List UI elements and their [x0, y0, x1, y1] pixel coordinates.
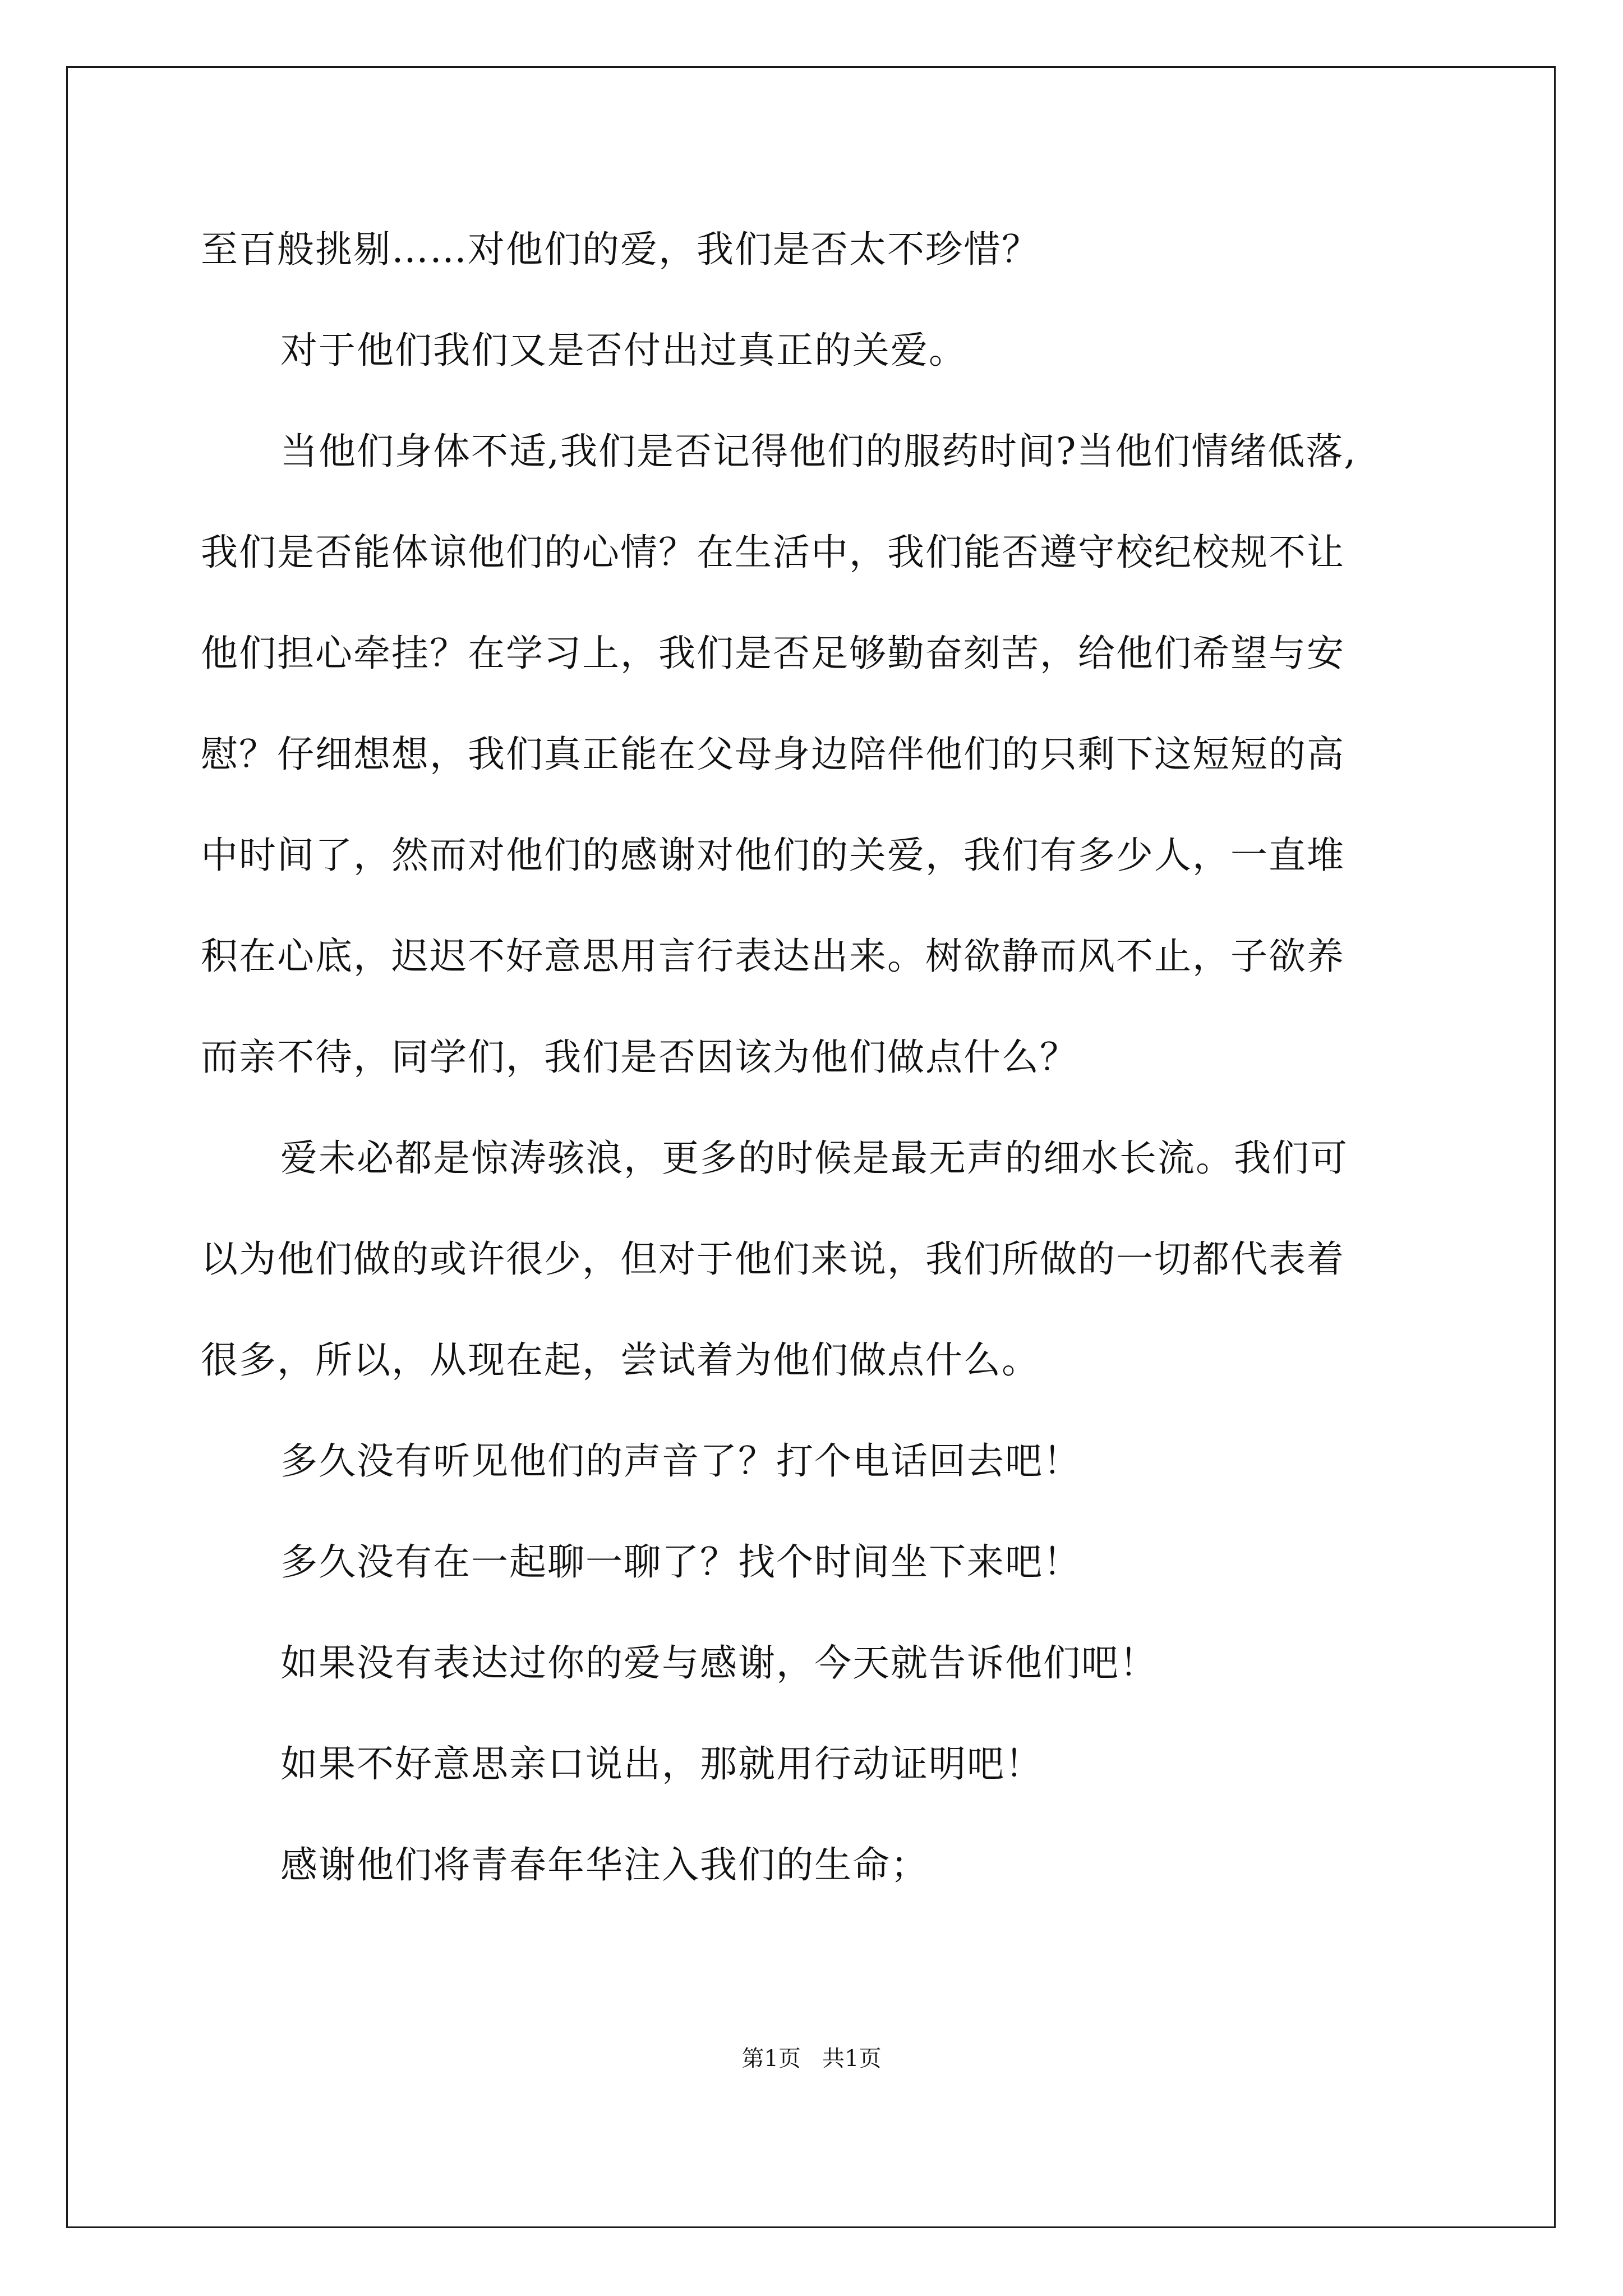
text-line: 而亲不待，同学们，我们是否因该为他们做点什么？: [201, 1036, 1078, 1079]
text-line: 很多，所以，从现在起，尝试着为他们做点什么。: [201, 1338, 1040, 1382]
text-line: 至百般挑剔……对他们的爱，我们是否太不珍惜？: [201, 228, 1040, 271]
text-line: 多久没有听见他们的声音了？打个电话回去吧！: [280, 1439, 1081, 1483]
text-line: 积在心底，迟迟不好意思用言行表达出来。树欲静而风不止，子欲养: [201, 935, 1345, 978]
text-line: 他们担心牵挂？在学习上，我们是否足够勤奋刻苦，给他们希望与安: [201, 632, 1345, 675]
text-line: 以为他们做的或许很少，但对于他们来说，我们所做的一切都代表着: [201, 1237, 1345, 1281]
text-line: 感谢他们将青春年华注入我们的生命；: [280, 1843, 929, 1887]
text-line: 当他们身体不适,我们是否记得他们的服药时间?当他们情绪低落,: [280, 430, 1357, 473]
text-line: 中时间了，然而对他们的感谢对他们的关爱，我们有多少人，一直堆: [201, 834, 1345, 877]
text-line: 爱未必都是惊涛骇浪，更多的时候是最无声的细水长流。我们可: [280, 1137, 1348, 1180]
text-line: 慰？仔细想想，我们真正能在父母身边陪伴他们的只剩下这短短的高: [201, 733, 1345, 776]
text-line: 我们是否能体谅他们的心情？在生活中，我们能否遵守校纪校规不让: [201, 531, 1345, 574]
text-line: 如果没有表达过你的爱与感谢，今天就告诉他们吧！: [280, 1641, 1158, 1685]
text-line: 如果不好意思亲口说出，那就用行动证明吧！: [280, 1742, 1043, 1786]
text-line: 多久没有在一起聊一聊了？找个时间坐下来吧！: [280, 1540, 1081, 1584]
text-line: 对于他们我们又是否付出过真正的关爱。: [280, 329, 967, 372]
page-number-footer: 第1页 共1页: [741, 2046, 882, 2072]
